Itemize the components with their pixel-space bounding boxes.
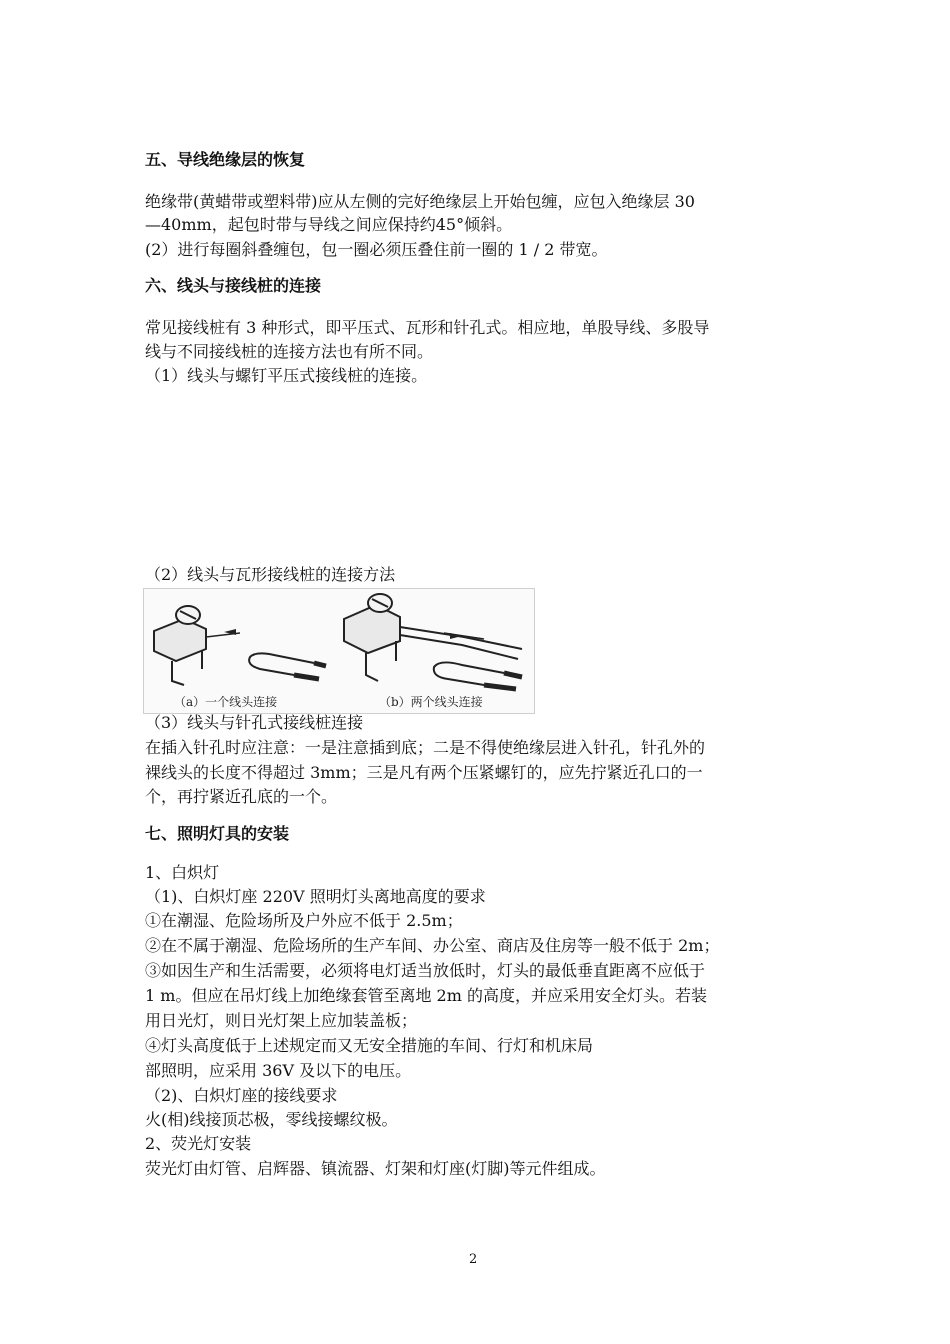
list-item: （2）线头与瓦形接线桩的连接方法 [145, 565, 396, 584]
paragraph-line: ②在不属于潮湿、危险场所的生产车间、办公室、商店及住房等一般不低于 2m； [145, 936, 720, 955]
paragraph-line: 1 m。但应在吊灯线上加绝缘套管至离地 2m 的高度，并应采用安全灯头。若装 [145, 986, 707, 1005]
paragraph-line: （2)、白炽灯座的接线要求 [145, 1086, 338, 1105]
page-number: 2 [469, 1252, 478, 1267]
paragraph-line: —40mm，起包时带与导线之间应保持约45°倾斜。 [145, 215, 513, 234]
paragraph-line: 荧光灯由灯管、启辉器、镇流器、灯架和灯座(灯脚)等元件组成。 [145, 1159, 606, 1178]
section-5-heading: 五、导线绝缘层的恢复 [145, 150, 306, 169]
paragraph-line: 在插入针孔时应注意：一是注意插到底；二是不得使绝缘层进入针孔，针孔外的 [145, 738, 706, 757]
paragraph-line: (2）进行每圈斜叠缠包，包一圈必须压叠住前一圈的 1 / 2 带宽。 [145, 240, 608, 259]
paragraph-line: ①在潮湿、危险场所及户外应不低于 2.5m； [145, 911, 463, 930]
list-item: （1）线头与螺钉平压式接线桩的连接。 [145, 366, 428, 385]
figure-caption-a: （a）一个线头连接 [174, 695, 278, 709]
section-7-heading: 七、照明灯具的安装 [145, 824, 290, 843]
paragraph-line: 部照明，应采用 36V 及以下的电压。 [145, 1061, 412, 1080]
paragraph-line: 1、白炽灯 [145, 863, 220, 882]
paragraph-line: ③如因生产和生活需要，必须将电灯适当放低时，灯头的最低垂直距离不应低于 [145, 961, 706, 980]
paragraph-line: 裸线头的长度不得超过 3mm；三是凡有两个压紧螺钉的，应先拧紧近孔口的一 [145, 763, 703, 782]
paragraph-line: 绝缘带(黄蜡带或塑料带)应从左侧的完好绝缘层上开始包缠，应包入绝缘层 30 [145, 192, 695, 211]
paragraph-line: ④灯头高度低于上述规定而又无安全措施的车间、行灯和机床局 [145, 1036, 594, 1055]
terminal-illustration [144, 589, 534, 693]
paragraph-line: 2、荧光灯安装 [145, 1134, 252, 1153]
paragraph-line: 线与不同接线桩的连接方法也有所不同。 [145, 342, 434, 361]
paragraph-line: 个，再拧紧近孔底的一个。 [145, 787, 338, 806]
paragraph-line: （1)、白炽灯座 220V 照明灯头离地高度的要求 [145, 887, 486, 906]
list-item: （3）线头与针孔式接线桩连接 [145, 713, 364, 732]
figure-caption-b: （b）两个线头连接 [379, 695, 483, 709]
section-6-heading: 六、线头与接线桩的连接 [145, 276, 322, 295]
terminal-connection-figure [143, 588, 535, 714]
paragraph-line: 火(相)线接顶芯极，零线接螺纹极。 [145, 1110, 398, 1129]
paragraph-line: 常见接线桩有 3 种形式，即平压式、瓦形和针孔式。相应地，单股导线、多股导 [145, 318, 710, 337]
paragraph-line: 用日光灯，则日光灯架上应加装盖板； [145, 1011, 418, 1030]
